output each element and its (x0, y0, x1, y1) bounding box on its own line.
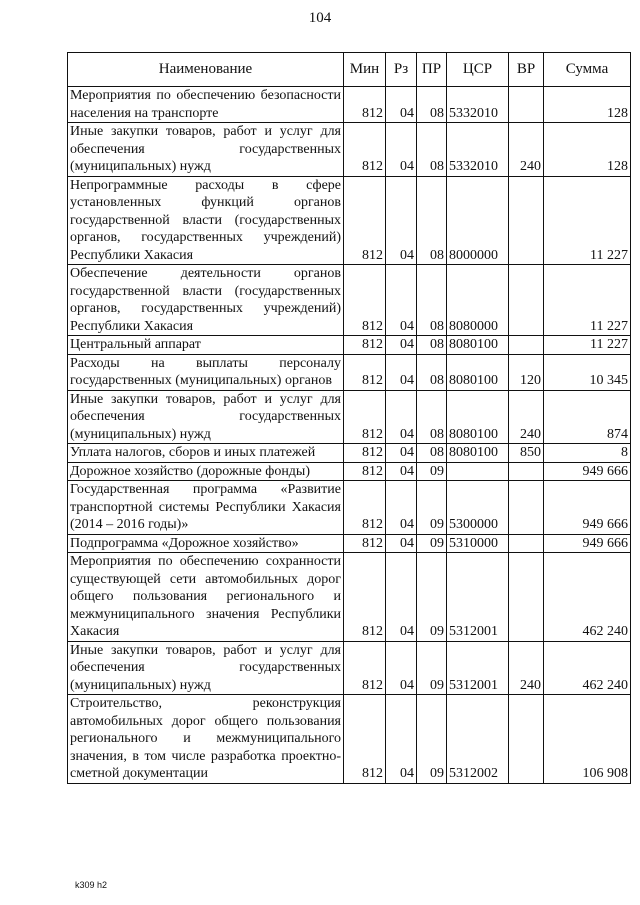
table-row (68, 336, 631, 355)
cell-pr: 09 (417, 481, 447, 535)
cell-sum: 10 345 (544, 354, 631, 390)
cell-sum: 106 908 (544, 695, 631, 784)
cell-pr: 08 (417, 354, 447, 390)
cell-vr: 850 (509, 444, 544, 463)
cell-sum: 11 227 (544, 336, 631, 355)
cell-vr (509, 336, 544, 355)
cell-csr: 5300000 (447, 481, 509, 535)
cell-min: 812 (344, 695, 386, 784)
column-header-name: Наименование (68, 53, 344, 87)
cell-pr: 08 (417, 336, 447, 355)
cell-pr: 08 (417, 265, 447, 336)
cell-sum: 874 (544, 390, 631, 444)
table-row (68, 390, 631, 444)
table-row (68, 123, 631, 177)
cell-csr: 5312001 (447, 641, 509, 695)
cell-name: Строительство, реконструкция автомобильных дорог общего пользования регионального и межмуниципального значения, в том числе разработка проектно-сметной документации (68, 695, 344, 784)
cell-sum: 11 227 (544, 176, 631, 265)
cell-pr: 08 (417, 87, 447, 123)
cell-sum: 949 666 (544, 481, 631, 535)
cell-pr: 09 (417, 462, 447, 481)
cell-vr (509, 87, 544, 123)
cell-vr (509, 481, 544, 535)
cell-pr: 08 (417, 390, 447, 444)
cell-name: Уплата налогов, сборов и иных платежей (68, 444, 344, 463)
cell-rz: 04 (386, 176, 417, 265)
cell-name: Иные закупки товаров, работ и услуг для обеспечения государственных (муниципальных) нужд (68, 123, 344, 177)
table-row (68, 444, 631, 463)
cell-name: Обеспечение деятельности органов государственной власти (государственных органов, государственных учреждений) Республики Хакасия (68, 265, 344, 336)
cell-vr: 240 (509, 123, 544, 177)
cell-sum: 462 240 (544, 641, 631, 695)
cell-pr: 09 (417, 553, 447, 642)
table-row (68, 354, 631, 390)
cell-vr (509, 265, 544, 336)
column-header-csr: ЦСР (447, 53, 509, 87)
table-row (68, 481, 631, 535)
cell-csr: 8080100 (447, 336, 509, 355)
footer-code: k309 h2 (75, 880, 108, 890)
cell-rz: 04 (386, 534, 417, 553)
cell-min: 812 (344, 265, 386, 336)
cell-rz: 04 (386, 641, 417, 695)
cell-vr (509, 176, 544, 265)
cell-name: Непрограммные расходы в сфере установленных функций органов государственной власти (государственных органов, государственных учреждений) Республики Хакасия (68, 176, 344, 265)
cell-csr: 5312001 (447, 553, 509, 642)
cell-name: Подпрограмма «Дорожное хозяйство» (68, 534, 344, 553)
cell-csr: 8080100 (447, 444, 509, 463)
table-row (68, 462, 631, 481)
cell-vr (509, 462, 544, 481)
cell-rz: 04 (386, 695, 417, 784)
cell-name: Дорожное хозяйство (дорожные фонды) (68, 462, 344, 481)
table-row (68, 695, 631, 784)
cell-min: 812 (344, 534, 386, 553)
cell-csr: 5312002 (447, 695, 509, 784)
table-row (68, 534, 631, 553)
cell-csr: 8000000 (447, 176, 509, 265)
cell-min: 812 (344, 354, 386, 390)
cell-rz: 04 (386, 354, 417, 390)
cell-rz: 04 (386, 481, 417, 535)
table-row (68, 553, 631, 642)
cell-pr: 09 (417, 641, 447, 695)
cell-min: 812 (344, 481, 386, 535)
table-header-row (68, 53, 631, 87)
cell-name: Государственная программа «Развитие транспортной системы Республики Хакасия (2014 – 2016 годы)» (68, 481, 344, 535)
cell-csr: 5332010 (447, 87, 509, 123)
cell-name: Иные закупки товаров, работ и услуг для обеспечения государственных (муниципальных) нужд (68, 641, 344, 695)
cell-name: Расходы на выплаты персоналу государственных (муниципальных) органов (68, 354, 344, 390)
column-header-vr: ВР (509, 53, 544, 87)
cell-vr: 120 (509, 354, 544, 390)
cell-vr: 240 (509, 390, 544, 444)
cell-rz: 04 (386, 462, 417, 481)
cell-vr: 240 (509, 641, 544, 695)
cell-pr: 08 (417, 123, 447, 177)
column-header-rz: Рз (386, 53, 417, 87)
table-row (68, 265, 631, 336)
cell-min: 812 (344, 553, 386, 642)
cell-sum: 462 240 (544, 553, 631, 642)
cell-min: 812 (344, 176, 386, 265)
cell-sum: 128 (544, 123, 631, 177)
page-number: 104 (308, 10, 332, 26)
cell-min: 812 (344, 123, 386, 177)
cell-min: 812 (344, 336, 386, 355)
cell-name: Мероприятия по обеспечению сохранности существующей сети автомобильных дорог общего пользования регионального и межмуниципального значения Республики Хакасия (68, 553, 344, 642)
cell-min: 812 (344, 390, 386, 444)
cell-rz: 04 (386, 444, 417, 463)
column-header-pr: ПР (417, 53, 447, 87)
cell-vr (509, 695, 544, 784)
cell-csr (447, 462, 509, 481)
cell-rz: 04 (386, 390, 417, 444)
cell-rz: 04 (386, 87, 417, 123)
cell-pr: 09 (417, 534, 447, 553)
cell-min: 812 (344, 641, 386, 695)
cell-pr: 09 (417, 695, 447, 784)
cell-csr: 5310000 (447, 534, 509, 553)
column-header-min: Мин (344, 53, 386, 87)
cell-name: Иные закупки товаров, работ и услуг для обеспечения государственных (муниципальных) нужд (68, 390, 344, 444)
cell-pr: 08 (417, 444, 447, 463)
cell-pr: 08 (417, 176, 447, 265)
cell-name: Мероприятия по обеспечению безопасности населения на транспорте (68, 87, 344, 123)
cell-min: 812 (344, 444, 386, 463)
cell-sum: 128 (544, 87, 631, 123)
cell-sum: 949 666 (544, 462, 631, 481)
cell-rz: 04 (386, 123, 417, 177)
cell-csr: 8080100 (447, 354, 509, 390)
cell-csr: 8080100 (447, 390, 509, 444)
cell-csr: 5332010 (447, 123, 509, 177)
cell-vr (509, 534, 544, 553)
cell-sum: 949 666 (544, 534, 631, 553)
cell-csr: 8080000 (447, 265, 509, 336)
cell-sum: 11 227 (544, 265, 631, 336)
cell-rz: 04 (386, 553, 417, 642)
cell-sum: 8 (544, 444, 631, 463)
cell-rz: 04 (386, 265, 417, 336)
cell-min: 812 (344, 87, 386, 123)
table-row (68, 641, 631, 695)
table-row (68, 87, 631, 123)
budget-table (67, 52, 631, 784)
table-row (68, 176, 631, 265)
cell-min: 812 (344, 462, 386, 481)
column-header-sum: Сумма (544, 53, 631, 87)
cell-name: Центральный аппарат (68, 336, 344, 355)
cell-vr (509, 553, 544, 642)
cell-rz: 04 (386, 336, 417, 355)
